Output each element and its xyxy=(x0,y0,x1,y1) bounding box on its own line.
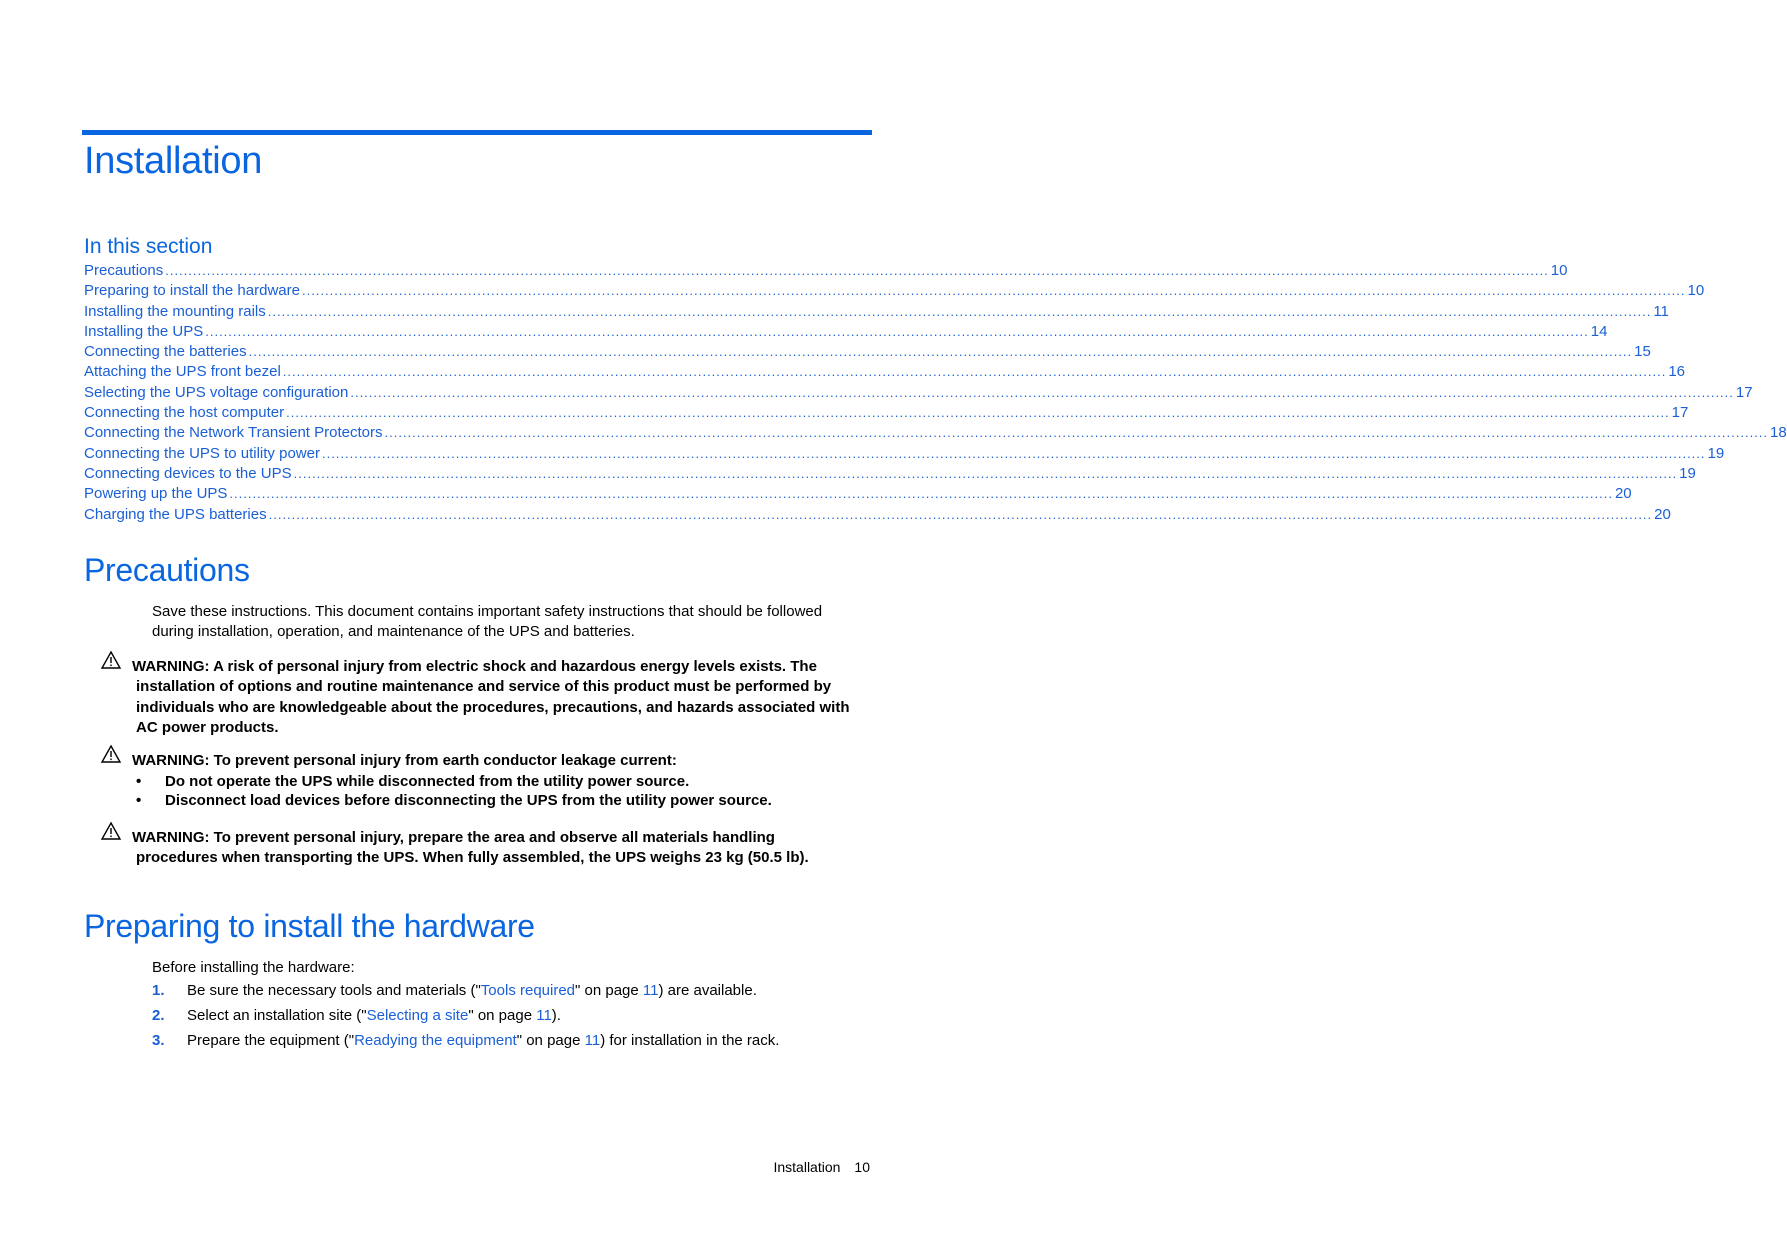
warning-text-1: WARNING: A risk of personal injury from electric shock and hazardous energy levels exists. The installation of options and routine maintenance and service of this product must be performed by individuals who are knowledgeable about the procedures, precautions, and hazards associated with AC power products. xyxy=(132,657,850,736)
preparing-heading: Preparing to install the hardware xyxy=(84,908,535,944)
preparing-intro: Before installing the hardware: xyxy=(152,959,355,976)
toc-entry[interactable] xyxy=(84,302,1669,323)
warning-block-1 xyxy=(100,650,860,739)
step-text-mid: " on page xyxy=(516,1032,585,1049)
toc-dot-leader: ............................................................................................................................................................................................................................................................................................................ xyxy=(350,384,1734,400)
toc-dot-leader: ............................................................................................................................................................................................................................................................................................................ xyxy=(321,445,1706,461)
toc-entry[interactable] xyxy=(84,444,1725,465)
toc-entry[interactable] xyxy=(84,322,1608,343)
toc-entry-label: Selecting the UPS voltage configuration xyxy=(84,383,349,401)
toc-entry-page: 16 xyxy=(1668,363,1686,381)
warning-text-3: WARNING: To prevent personal injury, prepare the area and observe all materials handling procedures when transporting the UPS. When fully assembled, the UPS weighs 23 kg (50.5 lb). xyxy=(132,828,809,866)
warning-block-3 xyxy=(100,821,860,869)
step-text-post: ) for installation in the rack. xyxy=(600,1032,780,1049)
warning-triangle-icon xyxy=(100,821,124,848)
toc-entry-page: 17 xyxy=(1671,404,1689,422)
step-page-link[interactable]: 11 xyxy=(584,1032,601,1049)
toc-dot-leader: ............................................................................................................................................................................................................................................................................................................ xyxy=(301,283,1686,299)
warning-triangle-icon xyxy=(100,650,124,677)
toc-entry-label: Precautions xyxy=(84,262,164,279)
toc-entry-label: Connecting the batteries xyxy=(84,343,247,361)
step-page-link[interactable]: 11 xyxy=(536,1007,552,1024)
toc-dot-leader: ............................................................................................................................................................................................................................................................................................................ xyxy=(267,303,1652,319)
toc-entry[interactable] xyxy=(84,404,1689,424)
page-footer xyxy=(700,1159,870,1175)
step-text-mid: " on page xyxy=(468,1007,537,1024)
step-page-link[interactable]: 11 xyxy=(642,982,659,999)
toc-entry-label: Charging the UPS batteries xyxy=(84,505,267,523)
toc-entry-page: 10 xyxy=(1550,262,1568,279)
toc-dot-leader: ............................................................................................................................................................................................................................................................................................................ xyxy=(293,465,1678,481)
step-xref-link[interactable]: Selecting a site xyxy=(366,1007,469,1024)
toc-dot-leader: ............................................................................................................................................................................................................................................................................................................ xyxy=(268,506,1653,522)
toc-entry-label: Attaching the UPS front bezel xyxy=(84,363,281,381)
toc-entry[interactable] xyxy=(84,464,1696,485)
toc-list xyxy=(84,262,1787,526)
toc-entry-page: 14 xyxy=(1590,322,1608,340)
precautions-intro: Save these instructions. This document contains important safety instructions that should be followed during installation, operation, and maintenance of the UPS and batteries. xyxy=(152,603,823,640)
toc-dot-leader: ............................................................................................................................................................................................................................................................................................................ xyxy=(205,323,1589,339)
page-title: Installation xyxy=(84,140,263,182)
footer-section: Installation xyxy=(773,1159,841,1175)
footer-page-number: 10 xyxy=(854,1159,870,1175)
toc-entry-page: 19 xyxy=(1679,464,1696,482)
warning-bullets xyxy=(100,773,860,810)
list-item: • Disconnect load devices before disconnecting the UPS from the utility power source. xyxy=(136,791,772,809)
toc-heading: In this section xyxy=(84,235,213,258)
toc-dot-leader: ............................................................................................................................................................................................................................................................................................................ xyxy=(286,405,1670,421)
warning-block-2 xyxy=(100,744,860,810)
step-number: 2. xyxy=(152,1007,165,1024)
step-text-pre: Select an installation site (" xyxy=(187,1007,367,1024)
toc-entry[interactable] xyxy=(84,262,1568,282)
warning-triangle-icon xyxy=(100,744,124,771)
step-text-post: ) are available. xyxy=(658,982,757,999)
step-xref-link[interactable]: Readying the equipment xyxy=(354,1032,517,1049)
toc-entry[interactable] xyxy=(84,424,1787,444)
toc-entry[interactable] xyxy=(84,383,1753,404)
step-text-post: ). xyxy=(551,1007,561,1024)
toc-entry-page: 15 xyxy=(1634,343,1651,361)
step-xref-link[interactable]: Tools required xyxy=(480,982,576,999)
toc-entry[interactable] xyxy=(84,485,1632,505)
toc-entry-label: Installing the mounting rails xyxy=(84,302,266,320)
toc-dot-leader: ............................................................................................................................................................................................................................................................................................................ xyxy=(165,263,1549,278)
steps-list xyxy=(152,982,852,1057)
toc-dot-leader: ............................................................................................................................................................................................................................................................................................................ xyxy=(248,344,1633,360)
step-item xyxy=(152,1032,852,1057)
step-item xyxy=(152,1007,852,1032)
toc-entry-label: Preparing to install the hardware xyxy=(84,282,300,300)
toc-entry-page: 11 xyxy=(1653,302,1669,320)
toc-entry-label: Connecting the host computer xyxy=(84,404,285,422)
step-number: 3. xyxy=(152,1032,165,1049)
toc-entry[interactable] xyxy=(84,282,1705,302)
toc-entry-page: 17 xyxy=(1735,383,1753,401)
toc-entry-label: Connecting the UPS to utility power xyxy=(84,444,320,462)
toc-entry[interactable] xyxy=(84,505,1671,526)
toc-entry-page: 20 xyxy=(1614,485,1632,503)
step-item xyxy=(152,982,852,1007)
toc-entry[interactable] xyxy=(84,343,1651,363)
toc-entry-label: Powering up the UPS xyxy=(84,485,228,503)
step-text-pre: Prepare the equipment (" xyxy=(187,1032,355,1049)
toc-dot-leader: ............................................................................................................................................................................................................................................................................................................ xyxy=(282,364,1667,380)
list-item: • Do not operate the UPS while disconnected from the utility power source. xyxy=(136,773,690,790)
toc-entry-page: 10 xyxy=(1687,282,1705,300)
toc-entry-label: Installing the UPS xyxy=(84,322,204,340)
step-text-mid: " on page xyxy=(575,982,643,999)
step-text-pre: Be sure the necessary tools and materials (" xyxy=(187,982,481,999)
warning-text-2: WARNING: To prevent personal injury from earth conductor leakage current: xyxy=(132,751,677,769)
toc-entry[interactable] xyxy=(84,363,1686,383)
toc-entry-page: 19 xyxy=(1707,444,1725,462)
toc-dot-leader: ............................................................................................................................................................................................................................................................................................................ xyxy=(229,486,1613,502)
toc-entry-page: 18 xyxy=(1770,424,1787,442)
precautions-heading: Precautions xyxy=(84,552,250,588)
toc-entry-label: Connecting the Network Transient Protectors xyxy=(84,424,383,442)
toc-dot-leader: ............................................................................................................................................................................................................................................................................................................ xyxy=(384,425,1769,441)
step-number: 1. xyxy=(152,982,165,999)
title-rule xyxy=(82,130,872,135)
toc-entry-page: 20 xyxy=(1654,505,1671,523)
toc-entry-label: Connecting devices to the UPS xyxy=(84,464,292,482)
